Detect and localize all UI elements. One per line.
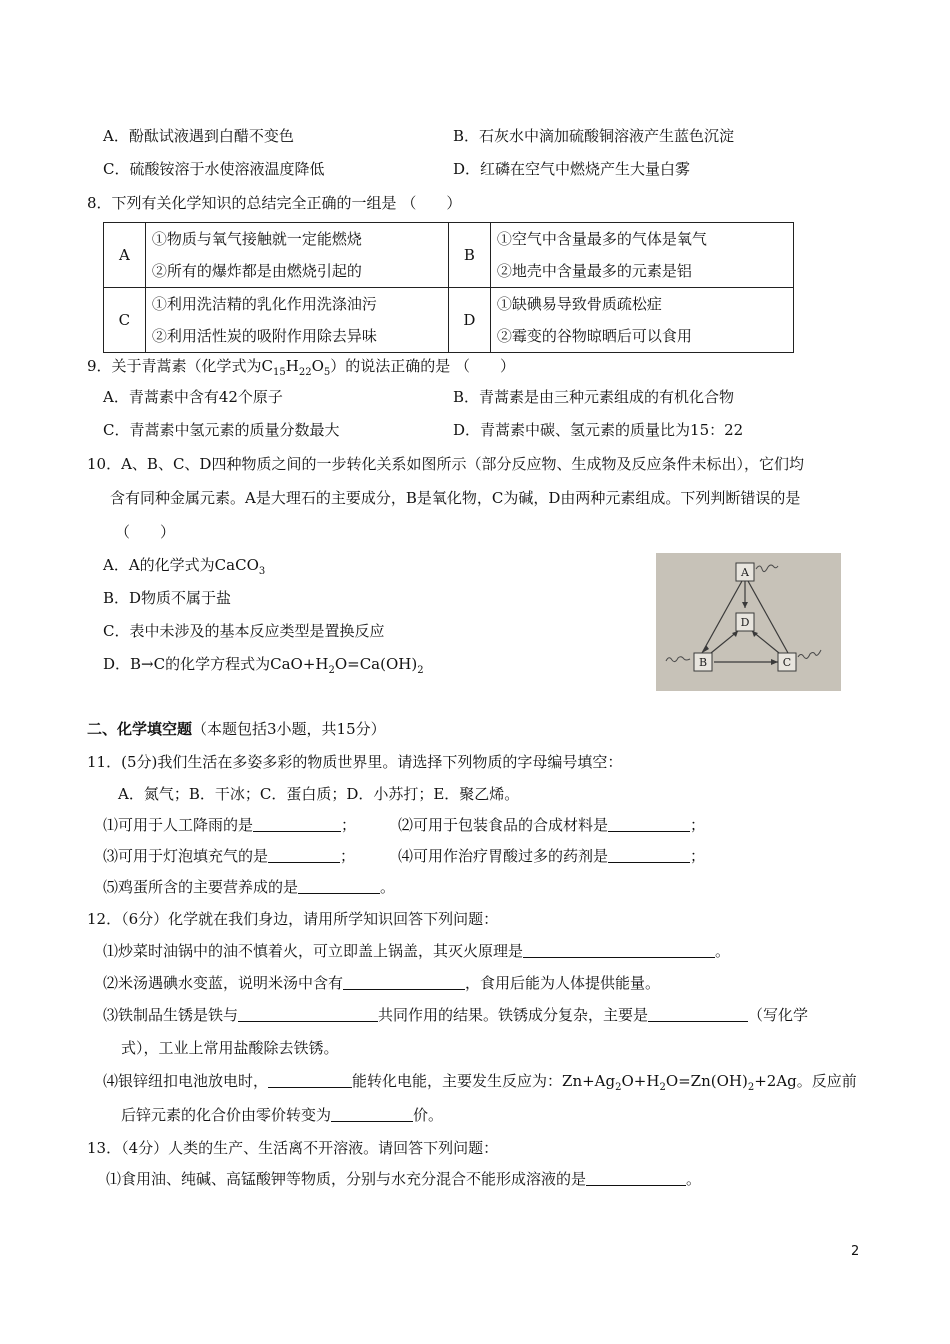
q12-part4 bbox=[103, 1070, 857, 1099]
q8-cell bbox=[490, 223, 793, 288]
q8-cell bbox=[490, 288, 793, 353]
q13-part1 bbox=[106, 1168, 701, 1190]
q12-part4-text: O=Zn(OH) bbox=[665, 1072, 748, 1090]
q8-cell bbox=[145, 288, 448, 353]
q12-part2-text: ，食用后能为人体提供能量。 bbox=[465, 974, 661, 992]
punctuation: 。 bbox=[380, 878, 396, 896]
subscript: 22 bbox=[298, 367, 312, 378]
answer-blank[interactable] bbox=[523, 941, 715, 958]
q11-part5-text: ⑸鸡蛋所含的主要营养成的是 bbox=[103, 878, 299, 896]
q9-stem-text: H bbox=[285, 357, 299, 375]
q8-cell bbox=[145, 223, 448, 288]
node-b-label: B bbox=[698, 656, 708, 669]
q11-part2-text: ⑵可用于包装食品的合成材料是 bbox=[398, 816, 609, 834]
table-row bbox=[104, 288, 794, 353]
answer-blank[interactable] bbox=[648, 1005, 748, 1022]
subscript: 15 bbox=[273, 367, 286, 378]
subscript: 3 bbox=[258, 566, 266, 577]
q10-option-c: C．表中未涉及的基本反应类型是置换反应 bbox=[103, 622, 385, 640]
q12-part1-text: ⑴炒菜时油锅中的油不慎着火，可立即盖上锅盖，其灭火原理是 bbox=[103, 942, 524, 960]
q12-part2 bbox=[103, 972, 660, 994]
q12-part4-text: 后锌元素的化合价由零价转变为 bbox=[121, 1106, 332, 1124]
punctuation: ； bbox=[341, 816, 357, 834]
q12-part3 bbox=[103, 1004, 808, 1026]
answer-blank[interactable] bbox=[268, 1071, 352, 1088]
q11-stem: 11．(5分)我们生活在多姿多彩的物质世界里。请选择下列物质的字母编号填空： bbox=[87, 753, 623, 771]
node-d-label: D bbox=[740, 616, 750, 629]
q8-statement: ②地壳中含量最多的元素是铝 bbox=[496, 262, 692, 280]
q10-option-a bbox=[103, 554, 265, 583]
answer-blank[interactable] bbox=[331, 1105, 413, 1122]
q9-option-c: C．青蒿素中氢元素的质量分数最大 bbox=[103, 421, 340, 439]
q9-stem-text: ）的说法正确的是 （ ） bbox=[330, 357, 516, 375]
answer-blank[interactable] bbox=[253, 815, 341, 832]
q12-part3-line2: 式），工业上常用盐酸除去铁锈。 bbox=[121, 1039, 339, 1057]
q9-stem-text: O bbox=[311, 357, 324, 375]
punctuation: 。 bbox=[715, 942, 731, 960]
answer-blank[interactable] bbox=[608, 815, 690, 832]
q8-statement: ②霉变的谷物晾晒后可以食用 bbox=[496, 327, 692, 345]
q11-part3 bbox=[103, 845, 355, 867]
q12-part2-text: ⑵米汤遇碘水变蓝，说明米汤中含有 bbox=[103, 974, 344, 992]
q8-statement: ①缺碘易导致骨质疏松症 bbox=[496, 295, 662, 313]
q7-option-c: C．硫酸铵溶于水使溶液温度降低 bbox=[103, 160, 325, 178]
section-title: 二、化学填空题 bbox=[87, 720, 193, 738]
q8-table bbox=[103, 222, 794, 353]
q9-stem bbox=[87, 355, 515, 384]
q12-part3-text: ⑶铁制品生锈是铁与 bbox=[103, 1006, 239, 1024]
punctuation: 。 bbox=[686, 1170, 702, 1188]
q12-part3-text: （写化学 bbox=[748, 1006, 809, 1024]
q11-part1 bbox=[103, 814, 356, 836]
q12-part4-text: ⑷银锌纽扣电池放电时， bbox=[103, 1072, 269, 1090]
q7-option-d: D．红磷在空气中燃烧产生大量白雾 bbox=[453, 160, 691, 178]
q10-diagram-photo bbox=[656, 553, 841, 691]
q12-part4-text: +2Ag。反应前 bbox=[754, 1072, 857, 1090]
q9-option-b: B．青蒿素是由三种元素组成的有机化合物 bbox=[453, 388, 735, 406]
q7-option-b: B．石灰水中滴加硫酸铜溶液产生蓝色沉淀 bbox=[453, 127, 735, 145]
q9-option-a: A．青蒿素中含有42个原子 bbox=[103, 388, 283, 406]
q8-statement: ①物质与氧气接触就一定能燃烧 bbox=[151, 230, 362, 248]
node-c-label: C bbox=[782, 656, 792, 669]
q13-part1-text: ⑴食用油、纯碱、高锰酸钾等物质，分别与水充分混合不能形成溶液的是 bbox=[106, 1170, 587, 1188]
q10-option-d bbox=[103, 653, 424, 682]
q8-key: C bbox=[104, 288, 146, 353]
q8-statement: ②利用活性炭的吸附作用除去异味 bbox=[151, 327, 377, 345]
subscript: 2 bbox=[417, 665, 424, 676]
q11-part4 bbox=[398, 845, 705, 867]
q8-key: A bbox=[104, 223, 146, 288]
punctuation: ； bbox=[690, 816, 706, 834]
q8-statement: ①利用洗洁精的乳化作用洗涤油污 bbox=[151, 295, 377, 313]
q11-part3-text: ⑶可用于灯泡填充气的是 bbox=[103, 847, 269, 865]
q10-stem-line2: 含有同种金属元素。A是大理石的主要成分，B是氧化物，C为碱，D由两种元素组成。下列判断错误的是 bbox=[110, 489, 801, 507]
answer-blank[interactable] bbox=[298, 877, 380, 894]
q12-part4-text: O+H bbox=[621, 1072, 660, 1090]
q10-triangle-diagram bbox=[656, 553, 841, 691]
q12-part1 bbox=[103, 940, 730, 962]
q12-part4-line2 bbox=[121, 1104, 443, 1126]
q12-part4-text: 价。 bbox=[413, 1106, 444, 1124]
q8-key: D bbox=[448, 288, 490, 353]
q12-stem: 12．（6分）化学就在我们身边，请用所学知识回答下列问题： bbox=[87, 910, 499, 928]
q11-part1-text: ⑴可用于人工降雨的是 bbox=[103, 816, 254, 834]
answer-blank[interactable] bbox=[268, 846, 340, 863]
q10-option-d-text: O=Ca(OH) bbox=[334, 655, 418, 673]
q10-option-b: B．D物质不属于盐 bbox=[103, 589, 232, 607]
q7-option-a: A．酚酞试液遇到白醋不变色 bbox=[103, 127, 294, 145]
subscript: 2 bbox=[659, 1082, 666, 1093]
q13-stem: 13．（4分）人类的生产、生活离不开溶液。请回答下列问题： bbox=[87, 1139, 499, 1157]
q8-key: B bbox=[448, 223, 490, 288]
q10-stem-line3: （ ） bbox=[115, 523, 176, 541]
q12-part3-text: 共同作用的结果。铁锈成分复杂，主要是 bbox=[378, 1006, 649, 1024]
section-note: （本题包括3小题，共15分） bbox=[192, 720, 386, 738]
q11-part4-text: ⑷可用作治疗胃酸过多的药剂是 bbox=[398, 847, 609, 865]
answer-blank[interactable] bbox=[238, 1005, 378, 1022]
punctuation: ； bbox=[340, 847, 356, 865]
q10-option-d-text: D．B→C的化学方程式为CaO+H bbox=[103, 655, 329, 673]
page-number: 2 bbox=[851, 1244, 860, 1259]
subscript: 5 bbox=[323, 367, 331, 378]
subscript: 2 bbox=[328, 665, 335, 676]
punctuation: ； bbox=[690, 847, 706, 865]
section-heading bbox=[87, 718, 386, 740]
q8-statement: ②所有的爆炸都是由燃烧引起的 bbox=[151, 262, 362, 280]
table-row bbox=[104, 223, 794, 288]
q11-part5 bbox=[103, 876, 395, 898]
q11-part2 bbox=[398, 814, 705, 836]
answer-blank[interactable] bbox=[586, 1169, 686, 1186]
q10-stem-line1: 10．A、B、C、D四种物质之间的一步转化关系如图所示（部分反应物、生成物及反应条件未标出），它们均 bbox=[87, 455, 804, 473]
subscript: 2 bbox=[615, 1082, 622, 1093]
q9-stem-text: 9．关于青蒿素（化学式为C bbox=[87, 357, 274, 375]
subscript: 2 bbox=[747, 1082, 755, 1093]
node-a-label: A bbox=[741, 566, 749, 579]
q9-option-d: D．青蒿素中碳、氢元素的质量比为15：22 bbox=[453, 421, 744, 439]
q8-stem: 8．下列有关化学知识的总结完全正确的一组是 （ ） bbox=[87, 194, 462, 212]
answer-blank[interactable] bbox=[343, 973, 465, 990]
q10-option-a-text: A．A的化学式为CaCO bbox=[103, 556, 259, 574]
q12-part4-text: 能转化电能，主要发生反应为：Zn+Ag bbox=[352, 1072, 616, 1090]
q8-statement: ①空气中含量最多的气体是氧气 bbox=[496, 230, 707, 248]
q11-options: A．氮气；B．干冰；C．蛋白质；D．小苏打；E．聚乙烯。 bbox=[118, 785, 520, 803]
answer-blank[interactable] bbox=[608, 846, 690, 863]
